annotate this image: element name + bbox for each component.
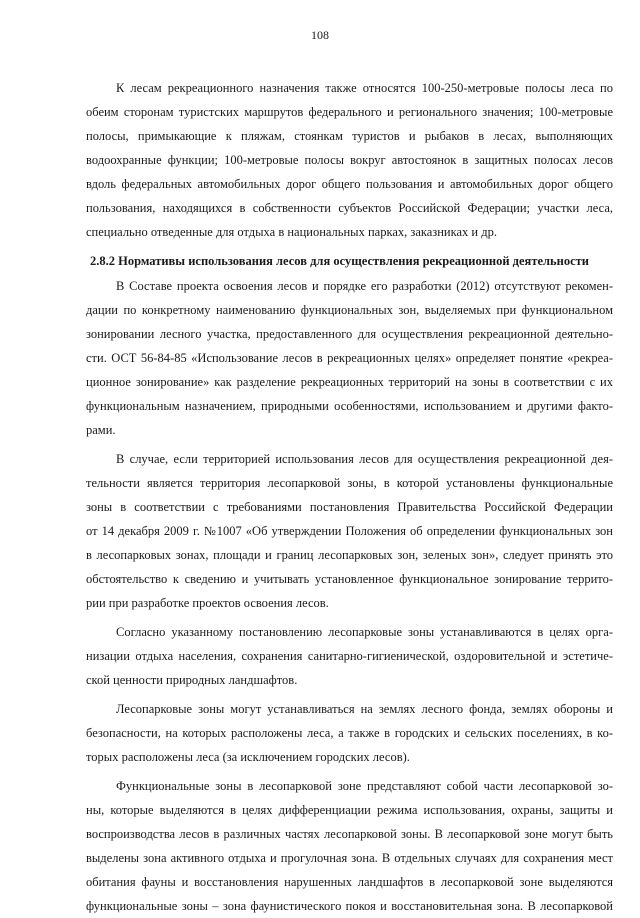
- text-line: зонировании лесного участка, предоставленного для осуществления рекреационной деятельно-: [86, 327, 613, 341]
- paragraph-forest-park-purpose: [86, 620, 613, 692]
- text-line: безопасности, на которых расположены леса, а также в городских и сельских поселениях, в ко-: [86, 726, 613, 740]
- paragraph-zoning-recommendations: [86, 274, 613, 442]
- paragraph-forest-park-zone-case: [86, 447, 613, 615]
- text-line: Лесопарковые зоны могут устанавливаться на землях лесного фонда, землях обороны и: [116, 702, 613, 716]
- text-line: обстоятельство к сведению и учитывать установленное функциональное зонирование террито-: [86, 572, 613, 586]
- paragraph-recreational-strips: [86, 76, 613, 244]
- text-line: Функциональные зоны в лесопарковой зоне представляют собой части лесопарковой зо-: [116, 779, 613, 793]
- text-line: функциональные зоны – зона фаунистического покоя и восстановительная зона. В лесопарковой: [86, 899, 613, 913]
- text-line: от 14 декабря 2009 г. №1007 «Об утверждении Положения об определении функциональных зон: [86, 524, 613, 538]
- section-heading: 2.8.2 Нормативы использования лесов для осуществления рекреационной деятельности: [90, 254, 589, 268]
- paragraph-forest-park-lands: [86, 697, 613, 769]
- text-line: К лесам рекреационного назначения также относятся 100-250-метровые полосы леса по: [116, 81, 613, 95]
- text-line: водоохранные функции; 100-метровые полосы вокруг автостоянок в защитных полосах лесов: [86, 153, 613, 167]
- text-line: Согласно указанному постановлению лесопарковые зоны устанавливаются в целях орга-: [116, 625, 613, 639]
- document-body: [86, 76, 613, 918]
- text-line: дации по конкретному наименованию функциональных зон, выделяемых при функциональном: [86, 303, 613, 317]
- text-line: рии при разработке проектов освоения лесов.: [86, 596, 329, 610]
- text-line: тельности является территория лесопарковой зоны, в которой установлены функциональные: [86, 476, 613, 490]
- text-line: В Составе проекта освоения лесов и порядке его разработки (2012) отсутствуют рекомен-: [116, 279, 613, 293]
- text-line: обеим сторонам туристских маршрутов федерального и регионального значения; 100-метровые: [86, 105, 613, 119]
- text-line: рами.: [86, 423, 116, 437]
- text-line: в лесопарковых зонах, площади и границ лесопарковых зон, зеленых зон», следует принять это: [86, 548, 613, 562]
- text-line: ны, которые выделяются в целях дифференциации режима использования, охраны, защиты и: [86, 803, 613, 817]
- text-line: выделены зона активного отдыха и прогулочная зона. В отдельных случаях для сохранения мест: [86, 851, 613, 865]
- text-line: воспроизводства лесов в различных частях лесопарковой зоны. В лесопарковой зоне могут быть: [86, 827, 613, 841]
- text-line: специально отведенные для отдыха в национальных парках, заказниках и др.: [86, 225, 497, 239]
- text-line: обитания фауны и восстановления нарушенных ландшафтов в лесопарковой зоне выделяются: [86, 875, 613, 889]
- text-line: функциональным назначением, природными особенностями, использованием и другими факто-: [86, 399, 613, 413]
- text-line: В случае, если территорией использования лесов для осуществления рекреационной дея-: [116, 452, 613, 466]
- text-line: ционное зонирование» как разделение рекреационных территорий на зоны в соответствии с их: [86, 375, 613, 389]
- text-line: сти. ОСТ 56-84-85 «Использование лесов в рекреационных целях» определяет понятие «рекреа-: [86, 351, 613, 365]
- page-number: 108: [311, 28, 329, 42]
- text-line: пользования, находящихся в собственности субъектов Российской Федерации; участки леса,: [86, 201, 613, 215]
- text-line: зоны в соответствии с требованиями постановления Правительства Российской Федерации: [86, 500, 613, 514]
- text-line: вдоль федеральных автомобильных дорог общего пользования и автомобильных дорог общего: [86, 177, 613, 191]
- text-line: ской ценности природных ландшафтов.: [86, 673, 298, 687]
- text-line: низации отдыха населения, сохранения санитарно-гигиенической, оздоровительной и эстетиче-: [86, 649, 613, 663]
- paragraph-functional-zones: [86, 774, 613, 918]
- text-line: торых расположены леса (за исключением городских лесов).: [86, 750, 410, 764]
- text-line: полосы, примыкающие к пляжам, стоянкам туристов и рыбаков в лесах, выполняющих: [86, 129, 613, 143]
